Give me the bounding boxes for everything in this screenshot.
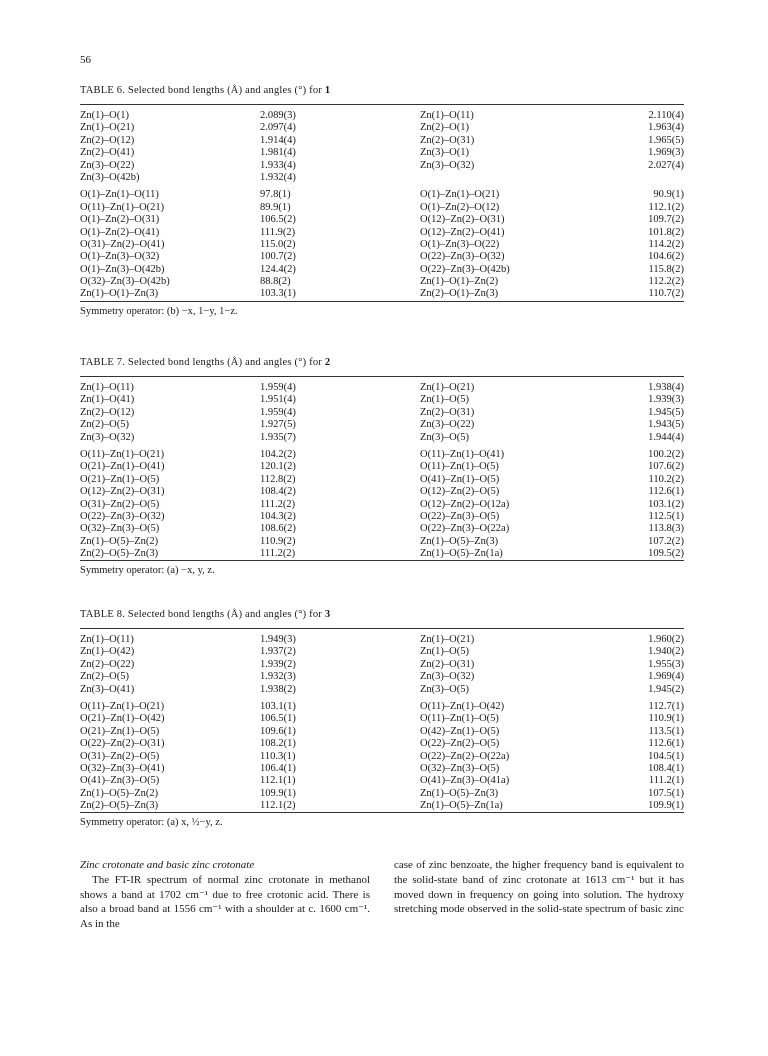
- column-spacer: [323, 684, 420, 696]
- column-spacer: [323, 800, 420, 812]
- measured-value: 110.9(2): [260, 535, 296, 547]
- measured-value: 97.8(1): [260, 189, 291, 201]
- atom-label: Zn(2)–O(5): [80, 419, 129, 431]
- atom-label: Zn(2)–O(5)–Zn(3): [80, 548, 159, 560]
- measured-value: 112.1(1): [260, 775, 296, 787]
- bond-angle-row: [80, 189, 684, 201]
- atom-label: O(31)–Zn(2)–O(41): [80, 238, 165, 250]
- atom-label: Zn(3)–O(41): [80, 683, 135, 695]
- bond-angle-row: [80, 800, 684, 812]
- measured-value: 1.939(2): [260, 658, 296, 670]
- table-caption: [80, 608, 684, 622]
- bond-angle-row: [80, 701, 684, 713]
- column-spacer: [323, 499, 420, 511]
- table-caption-text: TABLE 8. Selected bond lengths (Å) and angles (°) for: [80, 609, 322, 620]
- column-spacer: [323, 189, 420, 201]
- column-spacer: [323, 135, 420, 147]
- measured-value: 112.6(1): [648, 738, 684, 750]
- column-spacer: [323, 449, 420, 461]
- column-spacer: [323, 701, 420, 713]
- symmetry-operator-note: Symmetry operator: (b) −x, 1−y, 1−z.: [80, 305, 238, 317]
- atom-label: Zn(1)–O(5)–Zn(2): [80, 535, 159, 547]
- measured-value: 112.5(1): [648, 510, 684, 522]
- measured-value: 1.969(4): [648, 671, 684, 683]
- measured-value: 111.2(2): [260, 548, 296, 560]
- measured-value: 109.9(1): [260, 787, 296, 799]
- atom-label: Zn(1)–O(1)–Zn(2): [420, 276, 499, 288]
- atom-label: Zn(1)–O(41): [80, 394, 135, 406]
- bond-length-row: [80, 394, 684, 406]
- atom-label: O(32)–Zn(3)–O(42b): [80, 276, 170, 288]
- column-spacer: [323, 407, 420, 419]
- atom-label: O(11)–Zn(1)–O(5): [420, 713, 499, 725]
- measured-value: 1.932(3): [260, 671, 296, 683]
- atom-label: Zn(1)–O(11): [420, 110, 474, 121]
- atom-label: Zn(2)–O(31): [420, 134, 475, 146]
- bond-angle-row: [80, 726, 684, 738]
- table-compound-number: 3: [324, 609, 331, 620]
- atom-label: Zn(1)–O(21): [420, 382, 475, 393]
- table-body: [80, 382, 684, 560]
- atom-label: O(41)–Zn(1)–O(5): [420, 473, 500, 485]
- measured-value: 1.938(4): [648, 382, 684, 393]
- measured-value: 1.938(2): [260, 683, 296, 695]
- column-spacer: [323, 202, 420, 214]
- column-spacer: [323, 775, 420, 787]
- atom-label: O(12)–Zn(2)–O(31): [80, 486, 165, 498]
- atom-label: Zn(2)–O(41): [80, 147, 135, 159]
- column-spacer: [323, 432, 420, 444]
- bond-angle-row: [80, 536, 684, 548]
- measured-value: 1.963(4): [648, 122, 684, 134]
- bond-angle-row: [80, 251, 684, 263]
- atom-label: O(22)–Zn(3)–O(22a): [420, 523, 510, 535]
- bond-length-row: [80, 684, 684, 696]
- measured-value: 112.6(1): [648, 486, 684, 498]
- atom-label: Zn(2)–O(1): [420, 122, 469, 134]
- symmetry-operator-note: Symmetry operator: (a) x, ½−y, z.: [80, 817, 223, 829]
- measured-value: 103.3(1): [260, 288, 296, 300]
- table-top-rule: [80, 628, 684, 629]
- page-number: 56: [80, 54, 91, 66]
- table-caption: [80, 356, 684, 370]
- bond-angle-row: [80, 288, 684, 300]
- column-spacer: [323, 276, 420, 288]
- measured-value: 101.8(2): [648, 226, 684, 238]
- column-spacer: [323, 110, 420, 122]
- atom-label: Zn(3)–O(32): [420, 671, 475, 683]
- measured-value: 110.2(2): [648, 473, 684, 485]
- measured-value: 100.2(2): [648, 448, 684, 460]
- measured-value: 107.2(2): [648, 535, 684, 547]
- measured-value: 1.937(2): [260, 646, 296, 658]
- bond-angle-row: [80, 276, 684, 288]
- measured-value: 1.914(4): [260, 134, 296, 146]
- bond-angle-row: [80, 202, 684, 214]
- measured-value: 120.1(2): [260, 461, 296, 473]
- column-spacer: [323, 523, 420, 535]
- measured-value: 110.9(1): [648, 713, 684, 725]
- atom-label: Zn(1)–O(5)–Zn(2): [80, 787, 159, 799]
- atom-label: O(22)–Zn(2)–O(5): [420, 738, 500, 750]
- measured-value: 109.9(1): [648, 800, 684, 812]
- atom-label: O(12)–Zn(2)–O(41): [420, 226, 505, 238]
- measured-value: 100.7(2): [260, 251, 296, 263]
- column-spacer: [323, 713, 420, 725]
- table-top-rule: [80, 376, 684, 377]
- measured-value: 1.933(4): [260, 159, 296, 171]
- table-6: [80, 84, 684, 317]
- bond-length-row: [80, 407, 684, 419]
- column-spacer: [323, 122, 420, 134]
- measured-value: [600, 172, 684, 184]
- measured-value: 109.7(2): [648, 214, 684, 226]
- column-spacer: [323, 738, 420, 750]
- measured-value: 108.2(1): [260, 738, 296, 750]
- measured-value: 112.1(2): [648, 201, 684, 213]
- column-spacer: [323, 788, 420, 800]
- atom-label: O(21)–Zn(1)–O(5): [80, 725, 160, 737]
- bond-angle-row: [80, 227, 684, 239]
- measured-value: 107.5(1): [648, 787, 684, 799]
- bond-angle-row: [80, 775, 684, 787]
- measured-value: 1.943(5): [648, 419, 684, 431]
- atom-label: Zn(1)–O(5): [420, 394, 469, 406]
- atom-label: O(11)–Zn(1)–O(42): [420, 700, 505, 712]
- atom-label: Zn(3)–O(22): [420, 419, 475, 431]
- atom-label: Zn(1)–O(21): [80, 122, 135, 134]
- bond-length-row: [80, 419, 684, 431]
- atom-label: O(22)–Zn(3)–O(32): [80, 510, 165, 522]
- measured-value: 1.959(4): [260, 382, 296, 393]
- atom-label: Zn(3)–O(32): [80, 431, 135, 443]
- atom-label: O(11)–Zn(1)–O(21): [80, 448, 165, 460]
- column-spacer: [323, 536, 420, 548]
- atom-label: Zn(2)–O(12): [80, 134, 135, 146]
- table-top-rule: [80, 104, 684, 105]
- atom-label: Zn(3)–O(1): [420, 147, 469, 159]
- bond-angle-row: [80, 264, 684, 276]
- column-spacer: [323, 659, 420, 671]
- atom-label: O(11)–Zn(1)–O(21): [80, 700, 165, 712]
- bond-angle-row: [80, 751, 684, 763]
- bond-angle-row: [80, 713, 684, 725]
- atom-label: Zn(2)–O(12): [80, 406, 135, 418]
- measured-value: 112.7(1): [648, 700, 684, 712]
- atom-label: Zn(1)–O(42): [80, 646, 135, 658]
- table-caption-text: TABLE 7. Selected bond lengths (Å) and angles (°) for: [80, 357, 322, 368]
- atom-label: O(12)–Zn(2)–O(31): [420, 214, 505, 226]
- bond-length-row: [80, 160, 684, 172]
- atom-label: Zn(1)–O(5)–Zn(1a): [420, 800, 503, 812]
- paragraph-left: The FT-IR spectrum of normal zinc crotonate in methanol shows a band at 1702 cm⁻¹ due to free crotonic acid. There is also a broad band at 1556 cm⁻¹ with a shoulder at c. 1600 cm⁻¹. As in the: [80, 873, 370, 931]
- atom-label: Zn(3)–O(5): [420, 683, 469, 695]
- bond-angle-row: [80, 214, 684, 226]
- measured-value: 1.949(3): [260, 634, 296, 645]
- bond-length-row: [80, 122, 684, 134]
- measured-value: 1.940(2): [648, 646, 684, 658]
- atom-label: O(22)–Zn(3)–O(42b): [420, 263, 510, 275]
- atom-label: O(1)–Zn(1)–O(21): [420, 189, 500, 201]
- atom-label: O(22)–Zn(3)–O(32): [420, 251, 505, 263]
- bond-angle-row: [80, 523, 684, 535]
- atom-label: Zn(1)–O(5): [420, 646, 469, 658]
- column-spacer: [323, 726, 420, 738]
- table-compound-number: 1: [324, 85, 331, 96]
- atom-label: Zn(2)–O(31): [420, 406, 475, 418]
- bond-angle-row: [80, 511, 684, 523]
- column-spacer: [323, 646, 420, 658]
- atom-label: Zn(1)–O(1): [80, 110, 129, 121]
- bond-length-row: [80, 147, 684, 159]
- paragraph-right: case of zinc benzoate, the higher frequency band is equivalent to the solid-state band of zinc crotonate at 1613 cm⁻¹ but it has moved down in frequency on going into solution. The hydroxy stretching mode observed in the solid-state spectrum of basic zinc: [394, 859, 684, 916]
- measured-value: 109.6(1): [260, 725, 296, 737]
- atom-label: O(22)–Zn(2)–O(22a): [420, 750, 510, 762]
- atom-label: Zn(1)–O(1)–Zn(3): [80, 288, 159, 300]
- atom-label: O(22)–Zn(3)–O(5): [420, 510, 500, 522]
- bond-angle-row: [80, 474, 684, 486]
- atom-label: Zn(1)–O(5)–Zn(1a): [420, 548, 503, 560]
- measured-value: 115.8(2): [648, 263, 684, 275]
- measured-value: 110.3(1): [260, 750, 296, 762]
- measured-value: 1.969(3): [648, 147, 684, 159]
- atom-label: O(1)–Zn(2)–O(12): [420, 201, 500, 213]
- measured-value: 112.2(2): [648, 276, 684, 288]
- bond-length-row: [80, 172, 684, 184]
- bond-angle-row: [80, 461, 684, 473]
- atom-label: Zn(2)–O(22): [80, 658, 135, 670]
- measured-value: 124.4(2): [260, 263, 296, 275]
- measured-value: 1.955(3): [648, 658, 684, 670]
- measured-value: 1.959(4): [260, 406, 296, 418]
- measured-value: 108.4(2): [260, 486, 296, 498]
- measured-value: 110.7(2): [648, 288, 684, 300]
- table-caption: [80, 84, 684, 98]
- atom-label: Zn(3)–O(32): [420, 159, 475, 171]
- atom-label: O(12)–Zn(2)–O(5): [420, 486, 500, 498]
- column-spacer: [323, 147, 420, 159]
- column-spacer: [323, 634, 420, 646]
- measured-value: 115.0(2): [260, 238, 296, 250]
- atom-label: O(22)–Zn(2)–O(31): [80, 738, 165, 750]
- measured-value: 88.8(2): [260, 276, 291, 288]
- column-spacer: [323, 251, 420, 263]
- atom-label: Zn(1)–O(11): [80, 634, 134, 645]
- atom-label: O(1)–Zn(3)–O(42b): [80, 263, 165, 275]
- atom-label: O(1)–Zn(2)–O(41): [80, 226, 160, 238]
- body-text-left-column: [80, 858, 370, 932]
- atom-label: Zn(2)–O(31): [420, 658, 475, 670]
- atom-label: O(21)–Zn(1)–O(41): [80, 461, 165, 473]
- atom-label: O(32)–Zn(3)–O(5): [80, 523, 160, 535]
- measured-value: 113.8(3): [648, 523, 684, 535]
- column-spacer: [323, 172, 420, 184]
- bond-angle-row: [80, 763, 684, 775]
- measured-value: 108.6(2): [260, 523, 296, 535]
- measured-value: 1.932(4): [260, 171, 296, 183]
- measured-value: 1.951(4): [260, 394, 296, 406]
- measured-value: 111.9(2): [260, 226, 296, 238]
- measured-value: 106.4(1): [260, 762, 296, 774]
- atom-label: Zn(2)–O(5)–Zn(3): [80, 800, 159, 812]
- measured-value: 111.2(2): [260, 498, 296, 510]
- table-compound-number: 2: [324, 357, 331, 368]
- bond-angle-row: [80, 788, 684, 800]
- measured-value: 2.089(3): [260, 110, 296, 121]
- bond-angle-row: [80, 449, 684, 461]
- measured-value: 106.5(2): [260, 214, 296, 226]
- atom-label: O(32)–Zn(3)–O(5): [420, 762, 500, 774]
- measured-value: 113.5(1): [648, 725, 684, 737]
- measured-value: 109.5(2): [648, 548, 684, 560]
- atom-label: Zn(1)–O(11): [80, 382, 134, 393]
- measured-value: 112.8(2): [260, 473, 296, 485]
- atom-label: O(12)–Zn(2)–O(12a): [420, 498, 510, 510]
- atom-label: O(42)–Zn(1)–O(5): [420, 725, 500, 737]
- atom-label: Zn(3)–O(22): [80, 159, 135, 171]
- atom-label: O(31)–Zn(2)–O(5): [80, 498, 160, 510]
- measured-value: 2.027(4): [648, 159, 684, 171]
- atom-label: O(1)–Zn(2)–O(31): [80, 214, 160, 226]
- measured-value: 108.4(1): [648, 762, 684, 774]
- measured-value: 90.9(1): [653, 189, 684, 201]
- column-spacer: [323, 160, 420, 172]
- measured-value: 104.5(1): [648, 750, 684, 762]
- atom-label: Zn(1)–O(21): [420, 634, 475, 645]
- bond-length-row: [80, 110, 684, 122]
- measured-value: 1.927(5): [260, 419, 296, 431]
- measured-value: 104.6(2): [648, 251, 684, 263]
- column-spacer: [323, 474, 420, 486]
- table-bottom-rule: [80, 301, 684, 302]
- atom-label: O(11)–Zn(1)–O(21): [80, 201, 165, 213]
- bond-angle-row: [80, 499, 684, 511]
- measured-value: 1.965(5): [648, 134, 684, 146]
- measured-value: 103.1(1): [260, 700, 296, 712]
- measured-value: 111.2(1): [648, 775, 684, 787]
- table-caption-text: TABLE 6. Selected bond lengths (Å) and angles (°) for: [80, 85, 322, 96]
- column-spacer: [323, 763, 420, 775]
- atom-label: O(31)–Zn(2)–O(5): [80, 750, 160, 762]
- bond-length-row: [80, 634, 684, 646]
- table-body: [80, 110, 684, 301]
- table-body: [80, 634, 684, 812]
- atom-label: Zn(1)–O(5)–Zn(3): [420, 535, 499, 547]
- column-spacer: [323, 239, 420, 251]
- bond-length-row: [80, 135, 684, 147]
- atom-label: Zn(3)–O(5): [420, 431, 469, 443]
- measured-value: 2.110(4): [648, 110, 684, 121]
- measured-value: 104.2(2): [260, 448, 296, 460]
- column-spacer: [323, 751, 420, 763]
- atom-label: Zn(3)–O(42b): [80, 171, 140, 183]
- measured-value: 1.944(4): [648, 431, 684, 443]
- bond-length-row: [80, 646, 684, 658]
- measured-value: 107.6(2): [648, 461, 684, 473]
- column-spacer: [323, 382, 420, 394]
- measured-value: 1.945(5): [648, 406, 684, 418]
- measured-value: 1.960(2): [648, 634, 684, 645]
- atom-label: [420, 172, 600, 184]
- measured-value: 89.9(1): [260, 201, 291, 213]
- measured-value: 1.939(3): [648, 394, 684, 406]
- bond-length-row: [80, 671, 684, 683]
- atom-label: O(21)–Zn(1)–O(5): [80, 473, 160, 485]
- column-spacer: [323, 214, 420, 226]
- table-bottom-rule: [80, 560, 684, 561]
- bond-angle-row: [80, 738, 684, 750]
- atom-label: Zn(1)–O(5)–Zn(3): [420, 787, 499, 799]
- atom-label: O(1)–Zn(1)–O(11): [80, 189, 159, 201]
- column-spacer: [323, 511, 420, 523]
- bond-length-row: [80, 382, 684, 394]
- bond-angle-row: [80, 239, 684, 251]
- table-8: [80, 608, 684, 828]
- measured-value: 1.945(2): [648, 683, 684, 695]
- column-spacer: [323, 548, 420, 560]
- measured-value: 104.3(2): [260, 510, 296, 522]
- atom-label: Zn(2)–O(5): [80, 671, 129, 683]
- measured-value: 1.981(4): [260, 147, 296, 159]
- atom-label: O(11)–Zn(1)–O(5): [420, 461, 499, 473]
- column-spacer: [323, 394, 420, 406]
- measured-value: 112.1(2): [260, 800, 296, 812]
- bond-length-row: [80, 432, 684, 444]
- measured-value: 103.1(2): [648, 498, 684, 510]
- section-heading: Zinc crotonate and basic zinc crotonate: [80, 859, 255, 871]
- bond-length-row: [80, 659, 684, 671]
- measured-value: 2.097(4): [260, 122, 296, 134]
- atom-label: O(1)–Zn(3)–O(32): [80, 251, 160, 263]
- column-spacer: [323, 227, 420, 239]
- bond-angle-row: [80, 548, 684, 560]
- table-7: [80, 356, 684, 576]
- atom-label: O(32)–Zn(3)–O(41): [80, 762, 165, 774]
- column-spacer: [323, 486, 420, 498]
- atom-label: Zn(2)–O(1)–Zn(3): [420, 288, 499, 300]
- column-spacer: [323, 264, 420, 276]
- symmetry-operator-note: Symmetry operator: (a) −x, y, z.: [80, 565, 215, 577]
- atom-label: O(41)–Zn(3)–O(5): [80, 775, 160, 787]
- measured-value: 1.935(7): [260, 431, 296, 443]
- column-spacer: [323, 419, 420, 431]
- measured-value: 106.5(1): [260, 713, 296, 725]
- atom-label: O(41)–Zn(3)–O(41a): [420, 775, 510, 787]
- column-spacer: [323, 671, 420, 683]
- body-text-right-column: [394, 858, 684, 917]
- atom-label: O(21)–Zn(1)–O(42): [80, 713, 165, 725]
- table-bottom-rule: [80, 812, 684, 813]
- atom-label: O(11)–Zn(1)–O(41): [420, 448, 505, 460]
- measured-value: 114.2(2): [648, 238, 684, 250]
- column-spacer: [323, 288, 420, 300]
- atom-label: O(1)–Zn(3)–O(22): [420, 238, 500, 250]
- column-spacer: [323, 461, 420, 473]
- bond-angle-row: [80, 486, 684, 498]
